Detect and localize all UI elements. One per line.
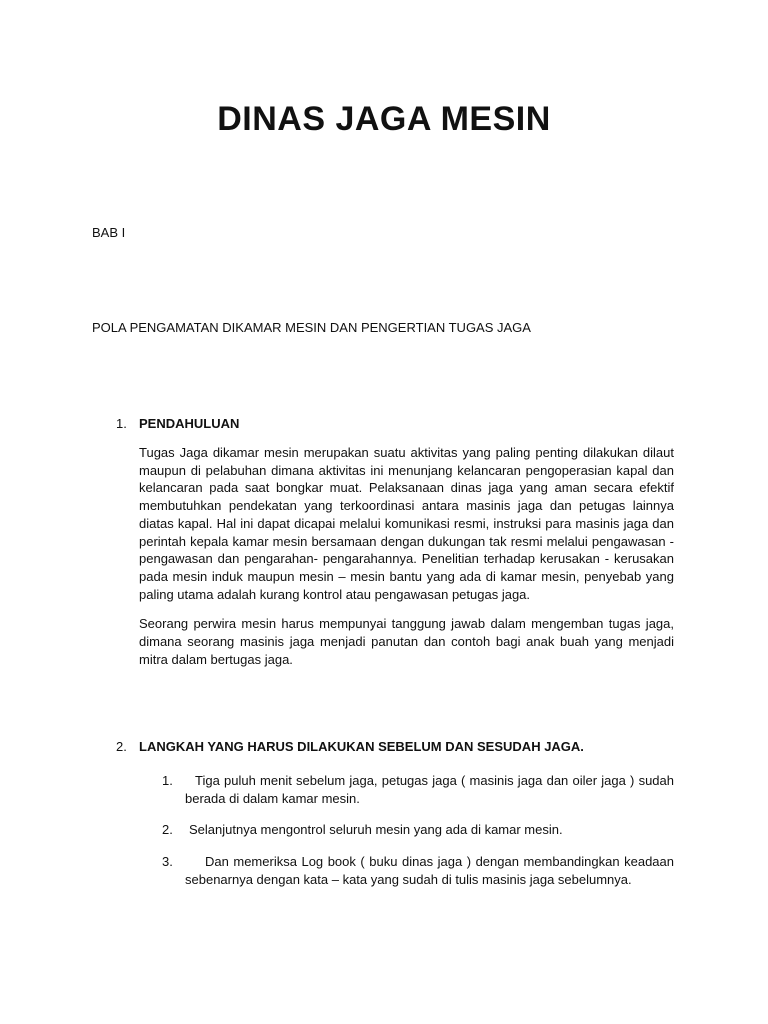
list-item-text: Dan memeriksa Log book ( buku dinas jaga ) dengan membandingkan keadaan sebenarnya dengan kata – kata yang sudah di tulis masinis jaga sebelumnya. (185, 854, 674, 887)
list-item-text: Tiga puluh menit sebelum jaga, petugas jaga ( masinis jaga dan oiler jaga ) sudah berada di dalam kamar mesin. (185, 773, 674, 806)
chapter-label: BAB I (92, 225, 126, 240)
section-title: LANGKAH YANG HARUS DILAKUKAN SEBELUM DAN SESUDAH JAGA. (139, 739, 584, 754)
list-item (162, 821, 674, 839)
list-item-number: 2. (162, 822, 173, 838)
section-title: PENDAHULUAN (139, 416, 240, 431)
chapter-subtitle: POLA PENGAMATAN DIKAMAR MESIN DAN PENGERTIAN TUGAS JAGA (92, 320, 531, 335)
paragraph: Tugas Jaga dikamar mesin merupakan suatu aktivitas yang paling penting dilakukan dilaut maupun di pelabuhan dimana aktivitas ini menunjang kelancaran pengoperasian kapal dan kelancaran pada saat bongkar muat. Pelaksanaan dinas jaga yang aman secara efektif membutuhkan pendekatan yang terkoordinasi antara masinis jaga dan petugas lainnya diatas kapal. Hal ini dapat dicapai melalui komunikasi resmi, instruksi para masinis jaga dan perintah kepala kamar mesin bersamaan dengan dukungan tak resmi melalui pengawasan - pengawasan dan pengarahan- pengarahannya. Penelitian terhadap kerusakan - kerusakan pada mesin induk maupun mesin – mesin bantu yang ada di kamar mesin, penyebab yang paling utama adalah kurang kontrol atau pengawasan petugas jaga. (139, 445, 674, 602)
page-title: DINAS JAGA MESIN (217, 100, 551, 138)
section-number: 2. (116, 739, 127, 754)
list-item (162, 853, 674, 888)
steps-list (162, 772, 674, 889)
section-heading (116, 739, 674, 755)
list-item-text: Selanjutnya mengontrol seluruh mesin yang ada di kamar mesin. (189, 822, 563, 838)
section-langkah (116, 739, 674, 903)
list-item (162, 772, 674, 807)
list-item-number: 1. (162, 773, 173, 788)
section-body (139, 444, 674, 668)
section-heading (116, 416, 674, 432)
section-pendahuluan (116, 416, 674, 680)
paragraph: Seorang perwira mesin harus mempunyai tanggung jawab dalam mengemban tugas jaga, dimana seorang masinis jaga menjadi panutan dan contoh bagi anak buah yang menjadi mitra dalam bertugas jaga. (139, 616, 674, 667)
section-number: 1. (116, 416, 127, 431)
list-item-number: 3. (162, 854, 173, 870)
